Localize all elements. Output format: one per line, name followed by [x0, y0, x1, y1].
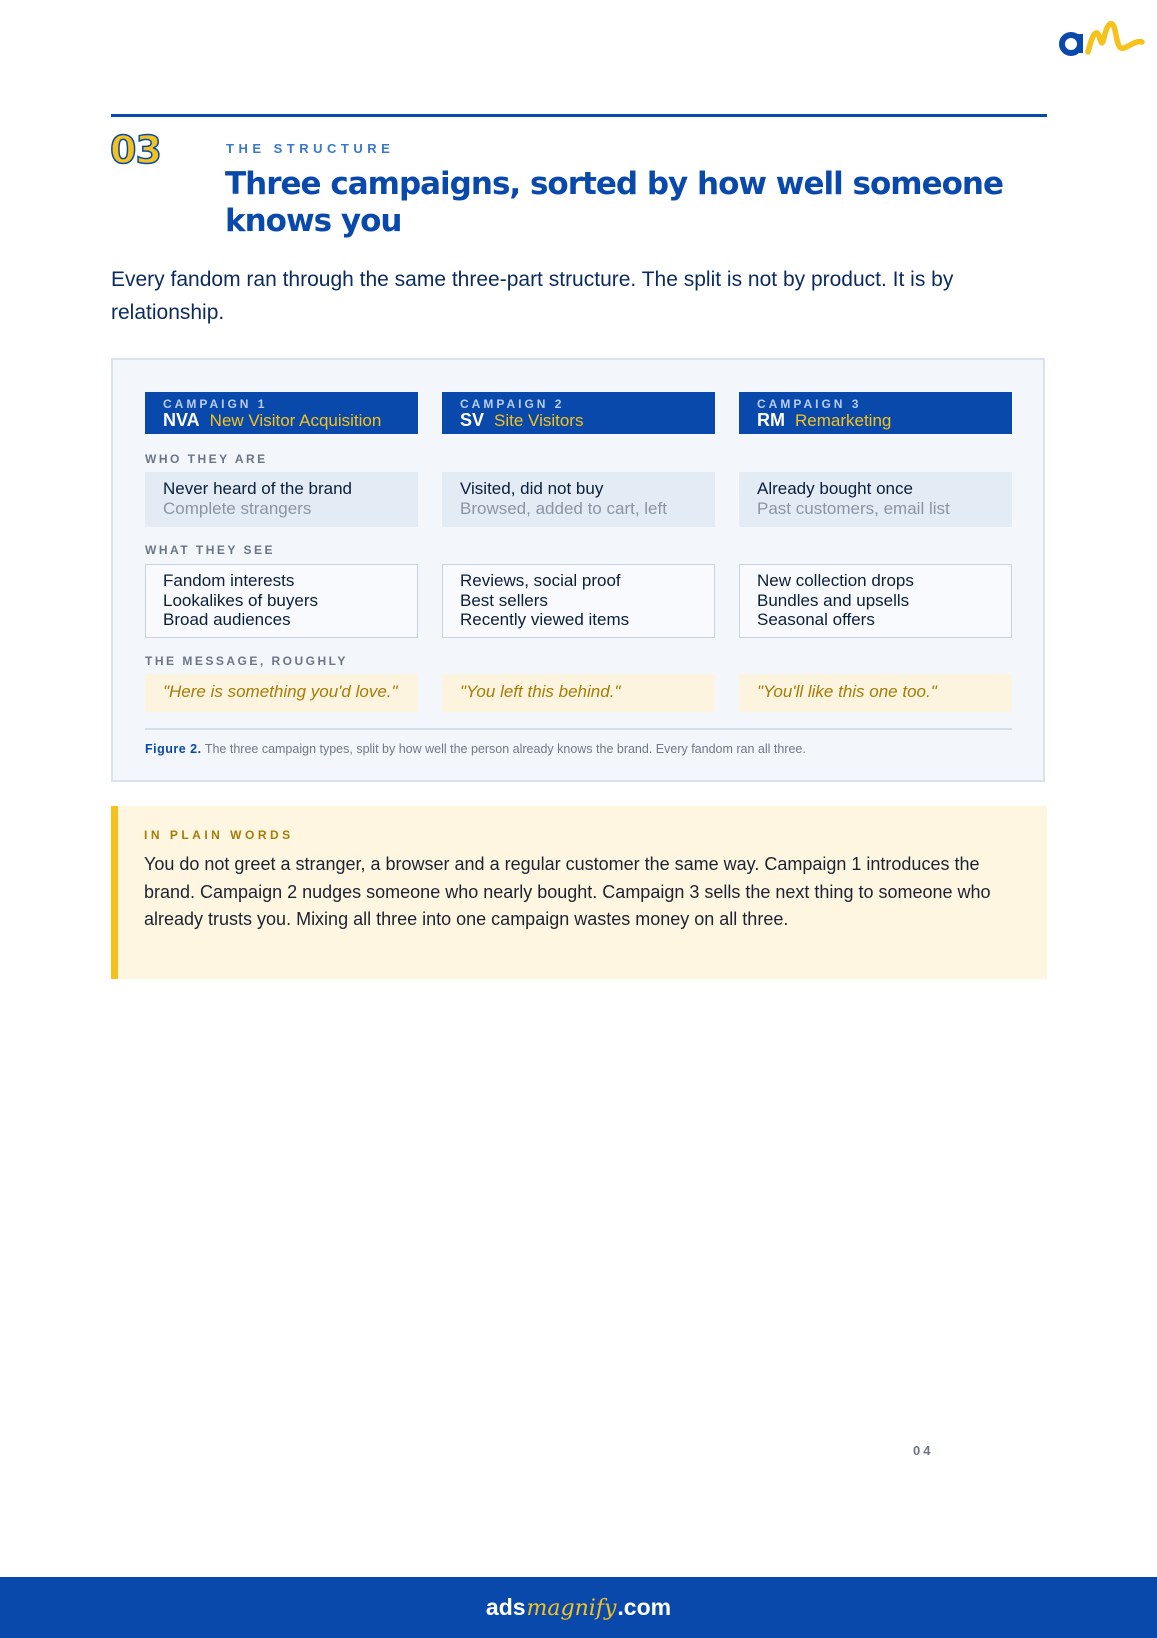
- campaign-label: CAMPAIGN 2: [460, 397, 565, 411]
- footer-bar: [0, 1577, 1157, 1638]
- campaign-name: Remarketing: [795, 411, 892, 430]
- intro-paragraph: Every fandom ran through the same three-part structure. The split is not by product. It is by relationship.: [111, 268, 954, 324]
- campaign-column-2: [442, 360, 715, 720]
- see-item: Lookalikes of buyers: [163, 590, 318, 610]
- message-cell: "You'll like this one too.": [739, 674, 1012, 712]
- figure-divider: [145, 728, 1012, 730]
- plain-words-callout: [111, 806, 1047, 979]
- message-cell: "Here is something you'd love.": [145, 674, 418, 712]
- footer-brand-prefix: ads: [485, 1594, 526, 1620]
- campaign-column-3: [739, 360, 1012, 720]
- row-label-message: THE MESSAGE, ROUGHLY: [145, 654, 348, 668]
- campaign-abbr: SV: [460, 410, 485, 430]
- see-item: Seasonal offers: [757, 610, 875, 629]
- callout-label: IN PLAIN WORDS: [144, 828, 294, 842]
- section-eyebrow: THE STRUCTURE: [226, 141, 395, 156]
- see-cell: [145, 564, 418, 638]
- see-item: Recently viewed items: [460, 610, 630, 629]
- footer-brand-suffix: .com: [617, 1594, 672, 1620]
- figure-caption-text: The three campaign types, split by how well the person already knows the brand. Every fandom ran all three.: [204, 742, 806, 756]
- row-label-who: WHO THEY ARE: [145, 452, 268, 466]
- who-main: Already bought once: [757, 479, 913, 498]
- page-number: 04: [913, 1443, 934, 1458]
- see-item: Broad audiences: [163, 610, 291, 629]
- page-title: Three campaigns, sorted by how well someone knows you: [225, 166, 1003, 239]
- see-item: Best sellers: [460, 590, 548, 610]
- campaign-header: [145, 392, 418, 434]
- who-cell: [739, 472, 1012, 527]
- see-cell: [442, 564, 715, 638]
- section-number: 03: [110, 128, 161, 172]
- campaign-column-1: [145, 360, 418, 720]
- see-item: Fandom interests: [163, 571, 295, 590]
- campaign-label: CAMPAIGN 1: [163, 397, 268, 411]
- message-cell: "You left this behind.": [442, 674, 715, 712]
- campaign-abbr: NVA: [163, 410, 200, 430]
- who-cell: [145, 472, 418, 527]
- callout-text: You do not greet a stranger, a browser and a regular customer the same way. Campaign 1 introduces the brand. Campaign 2 nudges someone who nearly bought. Campaign 3 sells the next thing to someone who already trusts you. Mixing all three into one campaign wastes money on all three.: [144, 854, 991, 929]
- see-item: Reviews, social proof: [460, 571, 621, 590]
- campaign-label: CAMPAIGN 3: [757, 397, 862, 411]
- see-cell: [739, 564, 1012, 638]
- footer-brand-script: magnify: [526, 1596, 617, 1621]
- who-sub: Complete strangers: [163, 499, 312, 518]
- figure-caption-label: Figure 2.: [145, 742, 202, 756]
- who-main: Never heard of the brand: [163, 479, 353, 498]
- brand-logo: [1058, 12, 1150, 60]
- header-rule: [111, 114, 1047, 117]
- who-cell: [442, 472, 715, 527]
- campaign-abbr: RM: [757, 410, 785, 430]
- who-main: Visited, did not buy: [460, 479, 604, 498]
- row-label-see: WHAT THEY SEE: [145, 543, 276, 557]
- figure-caption: [145, 742, 806, 756]
- see-item: Bundles and upsells: [757, 590, 910, 610]
- footer-brand[interactable]: [486, 1594, 671, 1621]
- who-sub: Browsed, added to cart, left: [460, 499, 667, 518]
- campaign-figure: [111, 358, 1045, 782]
- campaign-name: Site Visitors: [494, 411, 584, 430]
- campaign-header: [442, 392, 715, 434]
- campaign-header: [739, 392, 1012, 434]
- see-item: New collection drops: [757, 571, 914, 590]
- who-sub: Past customers, email list: [757, 499, 950, 518]
- campaign-name: New Visitor Acquisition: [209, 411, 382, 430]
